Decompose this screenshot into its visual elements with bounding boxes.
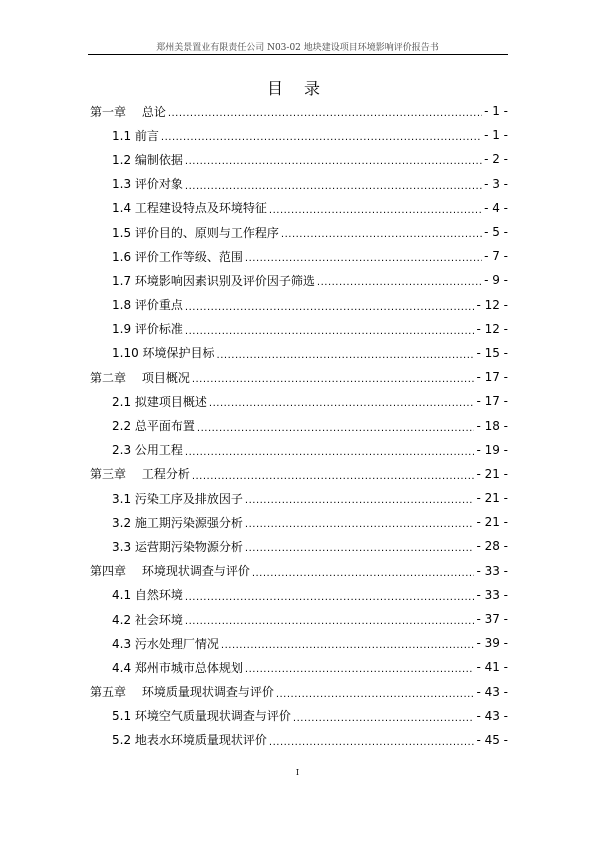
toc-section-entry[interactable] (90, 534, 508, 558)
toc-entry-page: - 1 - (484, 128, 508, 143)
toc-entry-page: - 7 - (484, 249, 508, 264)
toc-entry-title: 第五章 环境质量现状调查与评价 (90, 685, 274, 700)
toc-dot-leader (217, 348, 475, 360)
toc-entry-title: 1.10 环境保护目标 (112, 346, 215, 361)
toc-entry-page: - 5 - (484, 225, 508, 240)
toc-entry-title: 1.4 工程建设特点及环境特征 (112, 201, 267, 216)
toc-dot-leader (192, 469, 475, 481)
toc-entry-title: 4.1 自然环境 (112, 588, 183, 603)
page-number: I (295, 768, 300, 777)
toc-entry-title: 1.9 评价标准 (112, 322, 183, 337)
toc-entry-title: 5.2 地表水环境质量现状评价 (112, 733, 267, 748)
toc-dot-leader (245, 517, 475, 529)
toc-dot-leader (269, 203, 482, 215)
toc-dot-leader (281, 227, 482, 239)
toc-entry-page: - 43 - (476, 684, 508, 699)
toc-entry-title: 1.7 环境影响因素识别及评价因子筛选 (112, 273, 315, 288)
toc-dot-leader (185, 179, 482, 191)
toc-entry-page: - 3 - (484, 176, 508, 191)
toc-entry-page: - 43 - (476, 708, 508, 723)
toc-entry-title: 第一章 总论 (90, 104, 166, 119)
toc-entry-title: 第四章 环境现状调查与评价 (90, 564, 250, 579)
toc-entry-title: 1.5 评价目的、原则与工作程序 (112, 225, 279, 240)
toc-entry-page: - 21 - (476, 515, 508, 530)
toc-chapter-entry[interactable] (90, 365, 508, 389)
toc-dot-leader (197, 421, 475, 433)
toc-dot-leader (185, 324, 475, 336)
toc-dot-leader (168, 106, 482, 118)
toc-dot-leader (185, 614, 475, 626)
toc-dot-leader (245, 251, 482, 263)
toc-entry-page: - 12 - (476, 297, 508, 312)
toc-dot-leader (185, 300, 475, 312)
toc-section-entry[interactable] (90, 147, 508, 171)
toc-section-entry[interactable] (90, 196, 508, 220)
toc-entry-page: - 4 - (484, 200, 508, 215)
toc-dot-leader (276, 687, 475, 699)
toc-dot-leader (245, 541, 475, 553)
toc-entry-page: - 17 - (476, 370, 508, 385)
toc-entry-title: 1.1 前言 (112, 128, 159, 143)
toc-section-entry[interactable] (90, 583, 508, 607)
toc-section-entry[interactable] (90, 704, 508, 728)
toc-entry-title: 第三章 工程分析 (90, 467, 190, 482)
toc-entry-title: 4.3 污水处理厂情况 (112, 636, 219, 651)
toc-section-entry[interactable] (90, 293, 508, 317)
toc-entry-title: 3.3 运营期污染物源分析 (112, 539, 243, 554)
toc-entry-page: - 45 - (476, 732, 508, 747)
toc-entry-page: - 9 - (484, 273, 508, 288)
toc-entry-page: - 39 - (476, 636, 508, 651)
toc-entry-title: 1.6 评价工作等级、范围 (112, 249, 243, 264)
toc-section-entry[interactable] (90, 438, 508, 462)
toc-section-entry[interactable] (90, 220, 508, 244)
toc-entry-title: 2.3 公用工程 (112, 443, 183, 458)
toc-entry-page: - 12 - (476, 321, 508, 336)
table-of-contents (90, 99, 508, 752)
toc-entry-title: 3.1 污染工序及排放因子 (112, 491, 243, 506)
toc-entry-title: 5.1 环境空气质量现状调查与评价 (112, 709, 291, 724)
toc-section-entry[interactable] (90, 486, 508, 510)
toc-entry-page: - 17 - (476, 394, 508, 409)
toc-dot-leader (317, 275, 482, 287)
toc-dot-leader (185, 590, 475, 602)
toc-section-entry[interactable] (90, 341, 508, 365)
toc-title: 目 录 (266, 79, 329, 98)
toc-dot-leader (185, 445, 475, 457)
toc-chapter-entry[interactable] (90, 99, 508, 123)
toc-entry-title: 1.8 评价重点 (112, 298, 183, 313)
toc-dot-leader (209, 396, 475, 408)
toc-entry-title: 3.2 施工期污染源强分析 (112, 515, 243, 530)
toc-entry-page: - 2 - (484, 152, 508, 167)
toc-entry-page: - 33 - (476, 587, 508, 602)
toc-chapter-entry[interactable] (90, 559, 508, 583)
toc-dot-leader (185, 154, 482, 166)
header-divider (88, 54, 508, 55)
toc-section-entry[interactable] (90, 389, 508, 413)
toc-section-entry[interactable] (90, 607, 508, 631)
toc-entry-title: 1.2 编制依据 (112, 152, 183, 167)
toc-entry-title: 4.4 郑州市城市总体规划 (112, 660, 243, 675)
toc-entry-title: 第二章 项目概况 (90, 370, 190, 385)
toc-dot-leader (293, 711, 475, 723)
toc-entry-page: - 28 - (476, 539, 508, 554)
toc-entry-title: 4.2 社会环境 (112, 612, 183, 627)
toc-dot-leader (252, 566, 475, 578)
running-header: 郑州美景置业有限责任公司 N03-02 地块建设项目环境影响评价报告书 (156, 43, 439, 53)
toc-entry-page: - 19 - (476, 442, 508, 457)
toc-dot-leader (269, 735, 475, 747)
toc-section-entry[interactable] (90, 244, 508, 268)
toc-entry-page: - 41 - (476, 660, 508, 675)
toc-section-entry[interactable] (90, 510, 508, 534)
toc-section-entry[interactable] (90, 728, 508, 752)
toc-entry-page: - 21 - (476, 491, 508, 506)
toc-section-entry[interactable] (90, 631, 508, 655)
toc-entry-title: 1.3 评价对象 (112, 177, 183, 192)
toc-entry-page: - 18 - (476, 418, 508, 433)
toc-section-entry[interactable] (90, 123, 508, 147)
toc-dot-leader (245, 493, 475, 505)
toc-chapter-entry[interactable] (90, 680, 508, 704)
toc-entry-page: - 21 - (476, 466, 508, 481)
toc-section-entry[interactable] (90, 268, 508, 292)
toc-dot-leader (192, 372, 475, 384)
toc-section-entry[interactable] (90, 317, 508, 341)
toc-entry-page: - 15 - (476, 345, 508, 360)
toc-entry-page: - 37 - (476, 612, 508, 627)
toc-entry-page: - 33 - (476, 563, 508, 578)
toc-dot-leader (221, 638, 475, 650)
toc-section-entry[interactable] (90, 172, 508, 196)
toc-section-entry[interactable] (90, 413, 508, 437)
toc-chapter-entry[interactable] (90, 462, 508, 486)
toc-entry-title: 2.2 总平面布置 (112, 419, 195, 434)
toc-section-entry[interactable] (90, 655, 508, 679)
toc-dot-leader (245, 662, 475, 674)
toc-dot-leader (161, 130, 482, 142)
toc-entry-page: - 1 - (484, 104, 508, 119)
toc-entry-title: 2.1 拟建项目概述 (112, 394, 207, 409)
